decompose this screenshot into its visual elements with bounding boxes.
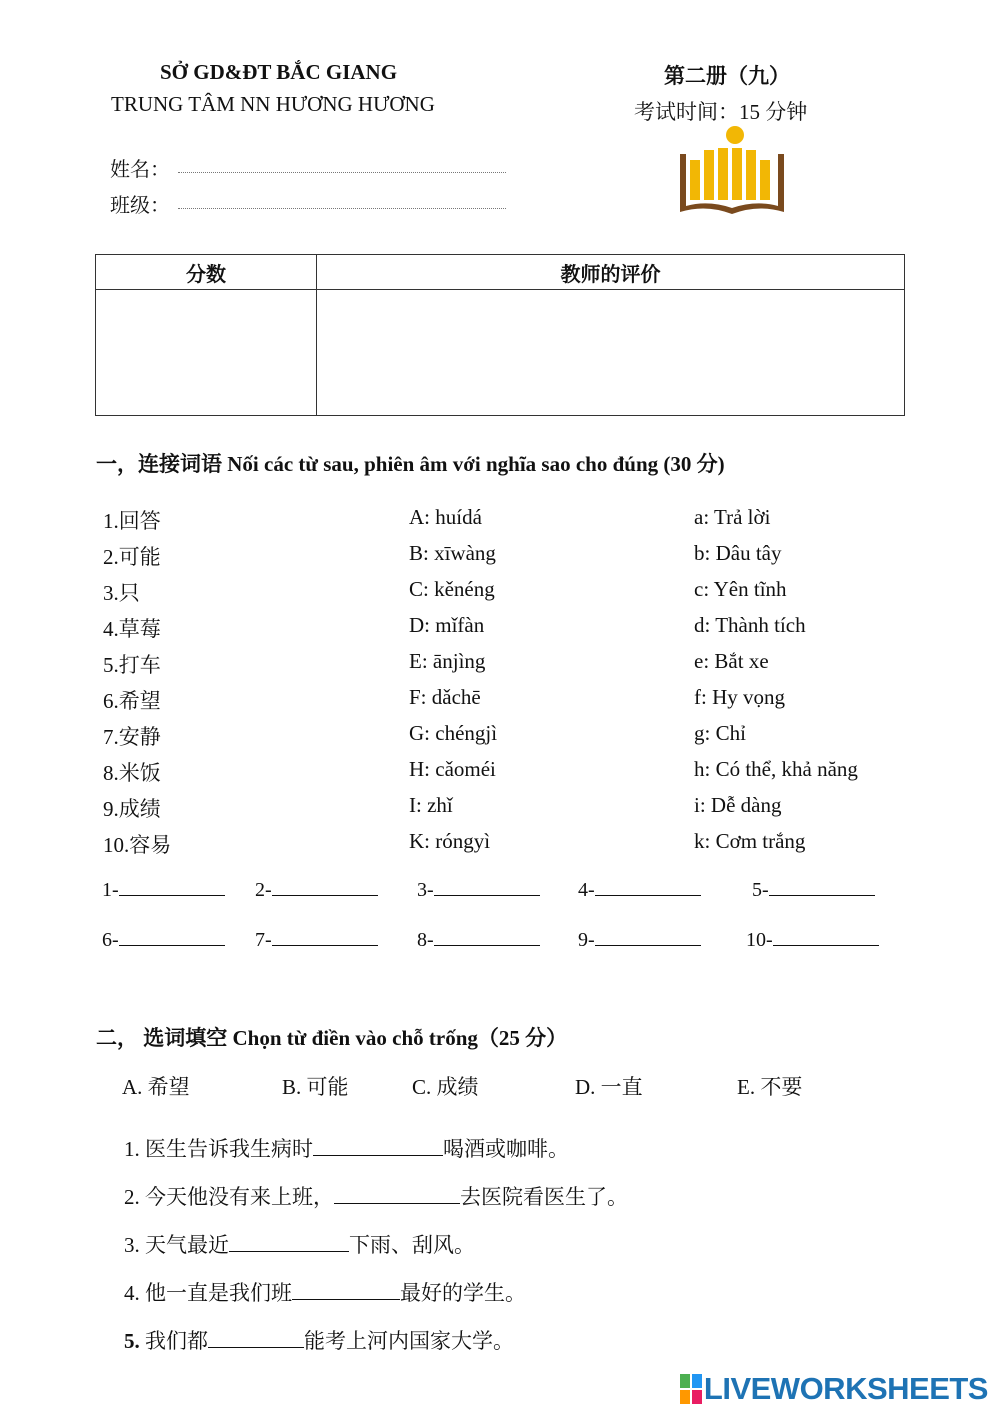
answer-label: 1- [102, 879, 119, 901]
fill-blank[interactable] [229, 1233, 349, 1252]
answer-3 [417, 877, 540, 902]
answer-blank[interactable] [272, 927, 378, 946]
question-text-after: 喝酒或咖啡。 [443, 1137, 569, 1161]
answer-label: 10- [746, 929, 773, 951]
option-a: A. 希望 [122, 1075, 190, 1099]
word-item: 7.安静 [103, 725, 161, 749]
pinyin-item: A: huídá [409, 505, 482, 529]
question-5 [124, 1325, 514, 1355]
answer-blank[interactable] [773, 927, 879, 946]
question-text-after: 去医院看医生了。 [460, 1185, 628, 1209]
score-header: 分数 [96, 255, 317, 290]
pinyin-item: E: ānjìng [409, 649, 486, 673]
word-item: 5.打车 [103, 653, 161, 677]
score-cell[interactable] [96, 290, 317, 416]
teacher-comment-cell[interactable] [317, 290, 905, 416]
question-4 [124, 1277, 526, 1307]
question-text-after: 最好的学生。 [400, 1281, 526, 1305]
question-number: 1. [124, 1137, 140, 1161]
pinyin-item: I: zhǐ [409, 793, 453, 817]
liveworksheets-logo-icon [680, 1374, 702, 1404]
meaning-item: b: Dâu tây [694, 541, 782, 565]
answer-label: 8- [417, 929, 434, 951]
org-name-line1: SỞ GD&ĐT BẮC GIANG [160, 60, 398, 84]
liveworksheets-brand [680, 1372, 988, 1406]
exam-time: 考试时间：15 分钟 [634, 100, 808, 124]
word-item: 2.可能 [103, 545, 161, 569]
word-item: 3.只 [103, 581, 140, 605]
answer-label: 9- [578, 929, 595, 951]
option-d: D. 一直 [575, 1075, 643, 1099]
answer-2 [255, 877, 378, 902]
meaning-item: i: Dễ dàng [694, 793, 782, 817]
answer-7 [255, 927, 378, 952]
question-text-before: 今天他没有来上班， [145, 1185, 334, 1209]
meaning-item: c: Yên tĩnh [694, 577, 787, 601]
meaning-item: g: Chỉ [694, 721, 746, 745]
answer-label: 2- [255, 879, 272, 901]
fill-blank[interactable] [313, 1137, 443, 1156]
grade-table [95, 254, 905, 416]
answer-blank[interactable] [119, 877, 225, 896]
answer-8 [417, 927, 540, 952]
word-item: 4.草莓 [103, 617, 161, 641]
answer-9 [578, 927, 701, 952]
answer-label: 5- [752, 879, 769, 901]
question-text-before: 医生告诉我生病时 [145, 1137, 313, 1161]
section2-title: 二， 选词填空 Chọn từ điền vào chỗ trống（25 分） [96, 1026, 568, 1050]
word-item: 1.回答 [103, 509, 161, 533]
question-number: 3. [124, 1233, 140, 1257]
fill-blank[interactable] [292, 1281, 400, 1300]
option-e: E. 不要 [737, 1075, 803, 1099]
fill-blank[interactable] [334, 1185, 460, 1204]
answer-label: 3- [417, 879, 434, 901]
answer-blank[interactable] [272, 877, 378, 896]
question-text-before: 他一直是我们班 [145, 1281, 292, 1305]
option-b: B. 可能 [282, 1075, 349, 1099]
pinyin-item: G: chéngjì [409, 721, 498, 745]
question-1 [124, 1133, 569, 1163]
class-label: 班级： [110, 195, 170, 217]
pinyin-item: C: kěnéng [409, 577, 495, 601]
answer-1 [102, 877, 225, 902]
word-item: 10.容易 [103, 833, 172, 857]
section1-title: 一，连接词语 Nối các từ sau, phiên âm với nghĩa sao cho đúng (30 分) [96, 452, 725, 476]
question-2 [124, 1181, 628, 1211]
word-item: 9.成绩 [103, 797, 161, 821]
answer-blank[interactable] [434, 877, 540, 896]
answer-blank[interactable] [119, 927, 225, 946]
meaning-item: d: Thành tích [694, 613, 806, 637]
pinyin-item: F: dǎchē [409, 685, 481, 709]
pinyin-item: H: cǎoméi [409, 757, 496, 781]
answer-6 [102, 927, 225, 952]
meaning-item: a: Trả lời [694, 505, 771, 529]
pinyin-item: B: xīwàng [409, 541, 496, 565]
answer-label: 4- [578, 879, 595, 901]
question-number: 2. [124, 1185, 140, 1209]
answer-5 [752, 877, 875, 902]
meaning-item: k: Cơm trắng [694, 829, 806, 853]
teacher-comment-header: 教师的评价 [317, 255, 905, 290]
word-item: 8.米饭 [103, 761, 161, 785]
question-text-after: 下雨、刮风。 [349, 1233, 475, 1257]
meaning-item: f: Hy vọng [694, 685, 785, 709]
org-name-line2: TRUNG TÂM NN HƯƠNG HƯƠNG [111, 92, 435, 116]
book-title: 第二册（九） [664, 64, 790, 88]
question-text-after: 能考上河内国家大学。 [304, 1329, 514, 1353]
name-label: 姓名： [110, 159, 170, 181]
question-number: 5. [124, 1329, 140, 1353]
answer-4 [578, 877, 701, 902]
meaning-item: h: Có thể, khả năng [694, 757, 858, 781]
question-number: 4. [124, 1281, 140, 1305]
word-item: 6.希望 [103, 689, 161, 713]
meaning-item: e: Bắt xe [694, 649, 769, 673]
brand-text: LIVEWORKSHEETS [703, 1371, 988, 1406]
question-3 [124, 1229, 475, 1259]
answer-label: 7- [255, 929, 272, 951]
name-input-line[interactable] [178, 172, 506, 173]
class-input-line[interactable] [178, 208, 506, 209]
answer-label: 6- [102, 929, 119, 951]
option-c: C. 成绩 [412, 1075, 479, 1099]
answer-blank[interactable] [434, 927, 540, 946]
fill-blank[interactable] [208, 1329, 304, 1348]
answer-blank[interactable] [769, 877, 875, 896]
pinyin-item: D: mǐfàn [409, 613, 485, 637]
answer-10 [746, 927, 879, 952]
pinyin-item: K: róngyì [409, 829, 491, 853]
question-text-before: 天气最近 [145, 1233, 229, 1257]
book-logo-icon [676, 124, 788, 218]
answer-blank[interactable] [595, 877, 701, 896]
answer-blank[interactable] [595, 927, 701, 946]
question-text-before: 我们都 [145, 1329, 208, 1353]
